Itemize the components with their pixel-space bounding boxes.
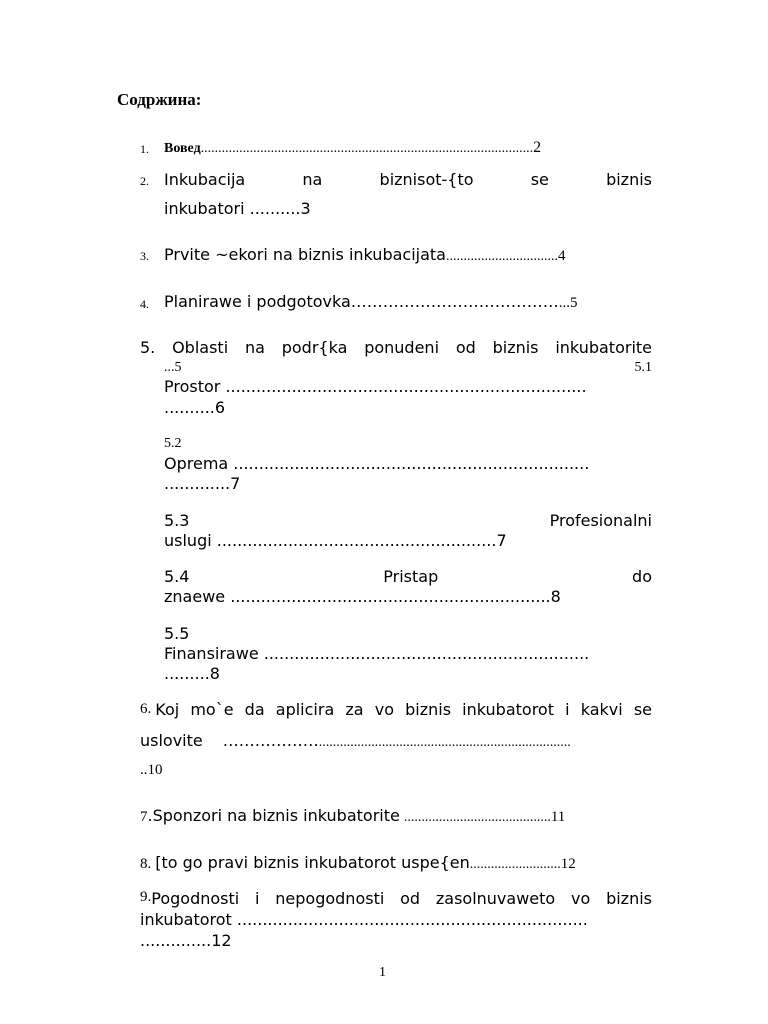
toc-item-5-4[interactable] <box>164 567 652 586</box>
toc-item-9-line2: inkubatorot ..................................................................... <box>140 910 588 929</box>
toc-item-6-label-cont: uslovite <box>140 731 203 750</box>
toc-item-5-2[interactable]: Oprema ...................................................................... <box>164 454 590 473</box>
toc-item-6-line2 <box>140 731 571 751</box>
toc-item-4-number: 4. <box>140 297 149 311</box>
toc-item-9-label: Pogodnosti i nepogodnosti od zasolnuvaweto vo biznis <box>151 889 652 908</box>
toc-item-2-number: 2. <box>140 174 149 188</box>
toc-item-1[interactable] <box>164 139 541 157</box>
toc-item-5-1[interactable]: Prostor ....................................................................... <box>164 377 587 396</box>
toc-item-5-4-word: Pristap <box>383 567 439 586</box>
toc-item-8-number: 8. <box>140 856 152 872</box>
toc-heading: Содржина: <box>117 90 202 109</box>
toc-item-7[interactable] <box>140 806 565 826</box>
toc-item-5-page: ...5 <box>164 360 182 375</box>
toc-item-3-label: Prvite ~ekori na biznis inkubacijata <box>164 245 446 264</box>
toc-item-5-4-line2: znaewe ...............................................................8 <box>164 587 561 606</box>
toc-item-7-leader: .......................................... <box>403 810 551 825</box>
toc-item-2-word: biznis <box>606 170 652 189</box>
toc-item-5[interactable]: 5. Oblasti na podr{ka ponudeni od biznis inkubatorite <box>140 338 652 357</box>
toc-item-3-leader: ................................ <box>445 249 558 264</box>
toc-item-5-2-number: 5.2 <box>164 436 182 451</box>
toc-item-2-word: se <box>530 170 549 189</box>
toc-item-4-label: Planirawe i podgotovka <box>164 292 351 311</box>
toc-item-3[interactable] <box>164 245 565 265</box>
toc-item-4[interactable] <box>164 292 578 312</box>
toc-item-9-line3: ..............12 <box>140 931 232 950</box>
toc-item-2-word: na <box>302 170 323 189</box>
toc-item-2-word: Inkubacija <box>164 170 246 189</box>
toc-item-3-number: 3. <box>140 249 149 263</box>
toc-item-8[interactable] <box>140 853 576 873</box>
toc-item-5-3-number: 5.3 <box>164 511 190 530</box>
toc-item-5-3[interactable] <box>164 511 652 530</box>
toc-item-5-3-line2: uslugi .......................................................7 <box>164 531 507 550</box>
toc-item-5-5-number: 5.5 <box>164 624 190 643</box>
toc-item-5-4-number: 5.4 <box>164 567 190 586</box>
toc-item-7-label: .Sponzori na biznis inkubatorite <box>147 806 400 825</box>
toc-item-8-label: [to go pravi biznis inkubatorot uspe{en <box>155 853 470 872</box>
toc-item-5-3-label: Profesionalni <box>549 511 652 530</box>
toc-item-7-page: 11 <box>550 809 566 825</box>
toc-item-5-1-number: 5.1 <box>634 360 652 375</box>
toc-item-6-leader: ........................................................................ <box>318 735 571 750</box>
toc-item-1-number: 1. <box>140 142 149 156</box>
toc-item-5-4-word: do <box>632 567 652 586</box>
toc-item-6-page: ..10 <box>140 762 163 778</box>
toc-item-4-page: ...5 <box>558 295 578 311</box>
toc-item-6-label: Koj mo`e da aplicira za vo biznis inkubatorot i kakvi se <box>155 700 652 719</box>
toc-item-5-1-line2: ..........6 <box>164 398 226 417</box>
toc-item-5-5-line2: .........8 <box>164 664 220 683</box>
toc-item-2[interactable] <box>164 170 652 189</box>
toc-item-6-number: 6. <box>140 701 152 717</box>
toc-item-9-number: 9. <box>140 889 152 905</box>
toc-item-5-2-line2: .............7 <box>164 474 241 493</box>
toc-item-6-leader: ……………… <box>222 731 319 750</box>
toc-item-5-5[interactable]: Finansirawe ................................................................ <box>164 644 590 663</box>
toc-item-3-page: 4 <box>557 248 566 264</box>
toc-item-8-leader: .......................... <box>469 857 561 872</box>
toc-item-7-number: 7 <box>140 809 148 825</box>
toc-item-4-leader: ………………………………… <box>350 292 559 311</box>
toc-item-2-word: biznisot-{to <box>379 170 474 189</box>
toc-item-1-page: 2 <box>533 139 542 156</box>
toc-item-6[interactable] <box>140 700 652 719</box>
toc-item-9[interactable] <box>140 889 652 908</box>
page-number: 1 <box>379 965 386 980</box>
toc-item-2-line2: inkubatori ..........3 <box>164 199 311 218</box>
toc-item-1-label: Вовед <box>164 141 201 156</box>
toc-item-8-page: 12 <box>560 856 576 872</box>
toc-item-1-leader: ............................................................................................... <box>200 141 534 156</box>
